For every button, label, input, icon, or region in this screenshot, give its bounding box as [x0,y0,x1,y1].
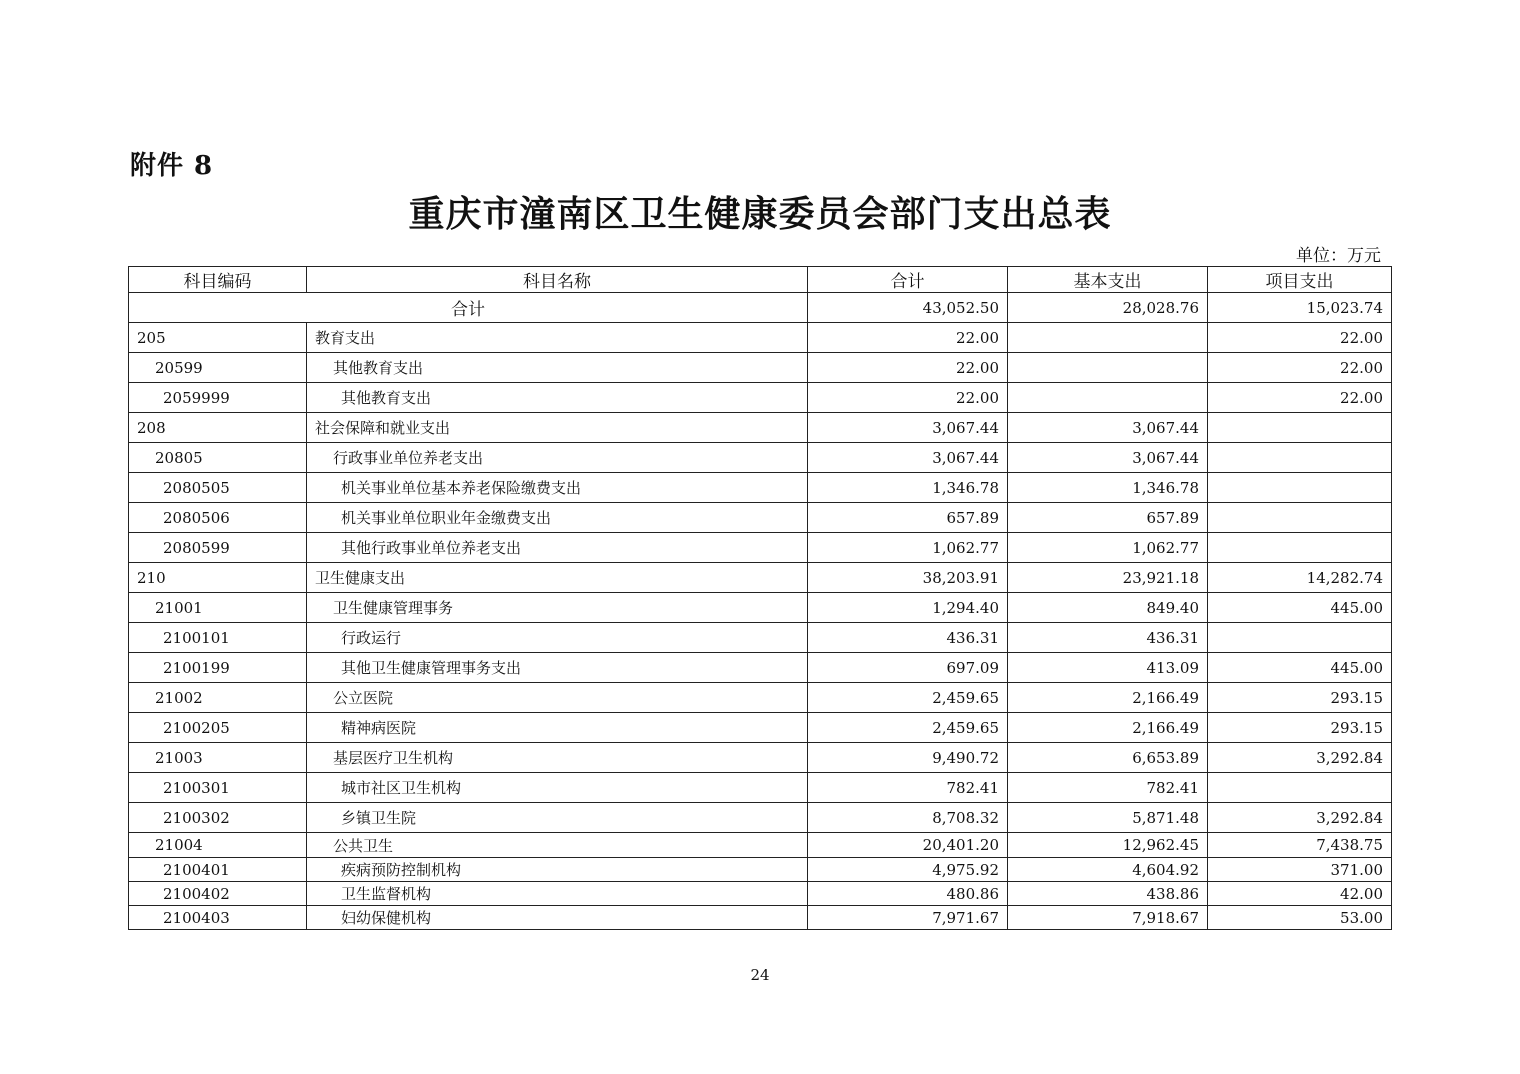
row-total: 22.00 [808,383,1008,413]
row-name: 公立医院 [307,683,808,713]
table-row [129,323,1392,353]
row-name: 城市社区卫生机构 [307,773,808,803]
row-code: 2100302 [129,803,307,833]
total-basic: 28,028.76 [1008,293,1208,323]
row-name: 卫生健康支出 [307,563,808,593]
row-total: 697.09 [808,653,1008,683]
row-name: 行政运行 [307,623,808,653]
row-project: 293.15 [1208,713,1392,743]
row-total: 9,490.72 [808,743,1008,773]
row-name: 社会保障和就业支出 [307,413,808,443]
row-basic: 2,166.49 [1008,683,1208,713]
row-code: 2080506 [129,503,307,533]
row-name: 其他行政事业单位养老支出 [307,533,808,563]
header-basic: 基本支出 [1008,267,1208,293]
row-code: 2100205 [129,713,307,743]
row-project: 53.00 [1208,906,1392,930]
table-row [129,653,1392,683]
table-row [129,683,1392,713]
row-basic: 23,921.18 [1008,563,1208,593]
row-basic: 1,062.77 [1008,533,1208,563]
page-number: 24 [750,966,770,984]
row-code: 21002 [129,683,307,713]
table-row [129,563,1392,593]
row-basic: 2,166.49 [1008,713,1208,743]
row-name: 卫生监督机构 [307,882,808,906]
row-project: 22.00 [1208,383,1392,413]
row-project: 14,282.74 [1208,563,1392,593]
row-basic: 438.86 [1008,882,1208,906]
total-project: 15,023.74 [1208,293,1392,323]
row-code: 210 [129,563,307,593]
row-basic [1008,353,1208,383]
row-total: 7,971.67 [808,906,1008,930]
row-project [1208,413,1392,443]
table-row [129,623,1392,653]
row-basic: 3,067.44 [1008,413,1208,443]
row-code: 208 [129,413,307,443]
table-row [129,803,1392,833]
table-row [129,383,1392,413]
row-total: 22.00 [808,323,1008,353]
table-row [129,443,1392,473]
row-basic: 436.31 [1008,623,1208,653]
row-total: 2,459.65 [808,683,1008,713]
row-project [1208,773,1392,803]
table-row [129,533,1392,563]
row-name: 其他教育支出 [307,383,808,413]
table-header-row [129,267,1392,293]
row-code: 2100101 [129,623,307,653]
table-row [129,413,1392,443]
row-total: 1,346.78 [808,473,1008,503]
row-total: 657.89 [808,503,1008,533]
row-total: 4,975.92 [808,858,1008,882]
row-total: 480.86 [808,882,1008,906]
row-name: 基层医疗卫生机构 [307,743,808,773]
row-project [1208,503,1392,533]
row-basic: 849.40 [1008,593,1208,623]
header-name: 科目名称 [307,267,808,293]
row-project: 371.00 [1208,858,1392,882]
page-title: 重庆市潼南区卫生健康委员会部门支出总表 [408,193,1112,235]
row-name: 卫生健康管理事务 [307,593,808,623]
row-code: 2100403 [129,906,307,930]
row-total: 1,062.77 [808,533,1008,563]
row-project: 3,292.84 [1208,803,1392,833]
row-code: 20805 [129,443,307,473]
unit-label: 单位：万元 [1296,246,1381,266]
total-row [129,293,1392,323]
row-basic: 657.89 [1008,503,1208,533]
row-project: 42.00 [1208,882,1392,906]
table-row [129,833,1392,858]
row-project: 7,438.75 [1208,833,1392,858]
row-total: 3,067.44 [808,413,1008,443]
row-code: 2100401 [129,858,307,882]
row-name: 精神病医院 [307,713,808,743]
row-total: 38,203.91 [808,563,1008,593]
row-project: 22.00 [1208,323,1392,353]
row-total: 22.00 [808,353,1008,383]
table-row [129,906,1392,930]
row-code: 2059999 [129,383,307,413]
row-basic: 6,653.89 [1008,743,1208,773]
row-name: 乡镇卫生院 [307,803,808,833]
row-code: 21001 [129,593,307,623]
table-row [129,353,1392,383]
row-project: 445.00 [1208,593,1392,623]
row-basic: 7,918.67 [1008,906,1208,930]
row-name: 机关事业单位基本养老保险缴费支出 [307,473,808,503]
table-row [129,858,1392,882]
table-row [129,473,1392,503]
row-project: 22.00 [1208,353,1392,383]
row-total: 2,459.65 [808,713,1008,743]
row-total: 20,401.20 [808,833,1008,858]
row-total: 1,294.40 [808,593,1008,623]
row-project: 293.15 [1208,683,1392,713]
header-total: 合计 [808,267,1008,293]
row-total: 8,708.32 [808,803,1008,833]
row-total: 436.31 [808,623,1008,653]
row-basic: 3,067.44 [1008,443,1208,473]
row-code: 205 [129,323,307,353]
row-name: 公共卫生 [307,833,808,858]
row-basic: 1,346.78 [1008,473,1208,503]
table-row [129,773,1392,803]
row-name: 教育支出 [307,323,808,353]
table-row [129,743,1392,773]
row-code: 20599 [129,353,307,383]
total-amount: 43,052.50 [808,293,1008,323]
row-basic: 4,604.92 [1008,858,1208,882]
row-code: 2080505 [129,473,307,503]
row-name: 妇幼保健机构 [307,906,808,930]
total-label: 合计 [129,293,808,323]
row-basic: 782.41 [1008,773,1208,803]
attachment-label: 附件 8 [130,151,214,181]
row-code: 21003 [129,743,307,773]
row-code: 2100402 [129,882,307,906]
row-code: 21004 [129,833,307,858]
row-name: 机关事业单位职业年金缴费支出 [307,503,808,533]
row-project [1208,533,1392,563]
row-basic: 413.09 [1008,653,1208,683]
row-name: 其他卫生健康管理事务支出 [307,653,808,683]
row-project: 3,292.84 [1208,743,1392,773]
row-code: 2100199 [129,653,307,683]
row-basic [1008,323,1208,353]
row-code: 2080599 [129,533,307,563]
row-basic: 12,962.45 [1008,833,1208,858]
header-project: 项目支出 [1208,267,1392,293]
row-basic: 5,871.48 [1008,803,1208,833]
row-project [1208,473,1392,503]
row-project: 445.00 [1208,653,1392,683]
table-row [129,713,1392,743]
header-code: 科目编码 [129,267,307,293]
row-project [1208,623,1392,653]
row-total: 782.41 [808,773,1008,803]
table-row [129,593,1392,623]
expenditure-table [128,266,1392,930]
row-code: 2100301 [129,773,307,803]
row-project [1208,443,1392,473]
table-row [129,882,1392,906]
row-name: 疾病预防控制机构 [307,858,808,882]
table-row [129,503,1392,533]
row-name: 其他教育支出 [307,353,808,383]
row-basic [1008,383,1208,413]
row-name: 行政事业单位养老支出 [307,443,808,473]
row-total: 3,067.44 [808,443,1008,473]
